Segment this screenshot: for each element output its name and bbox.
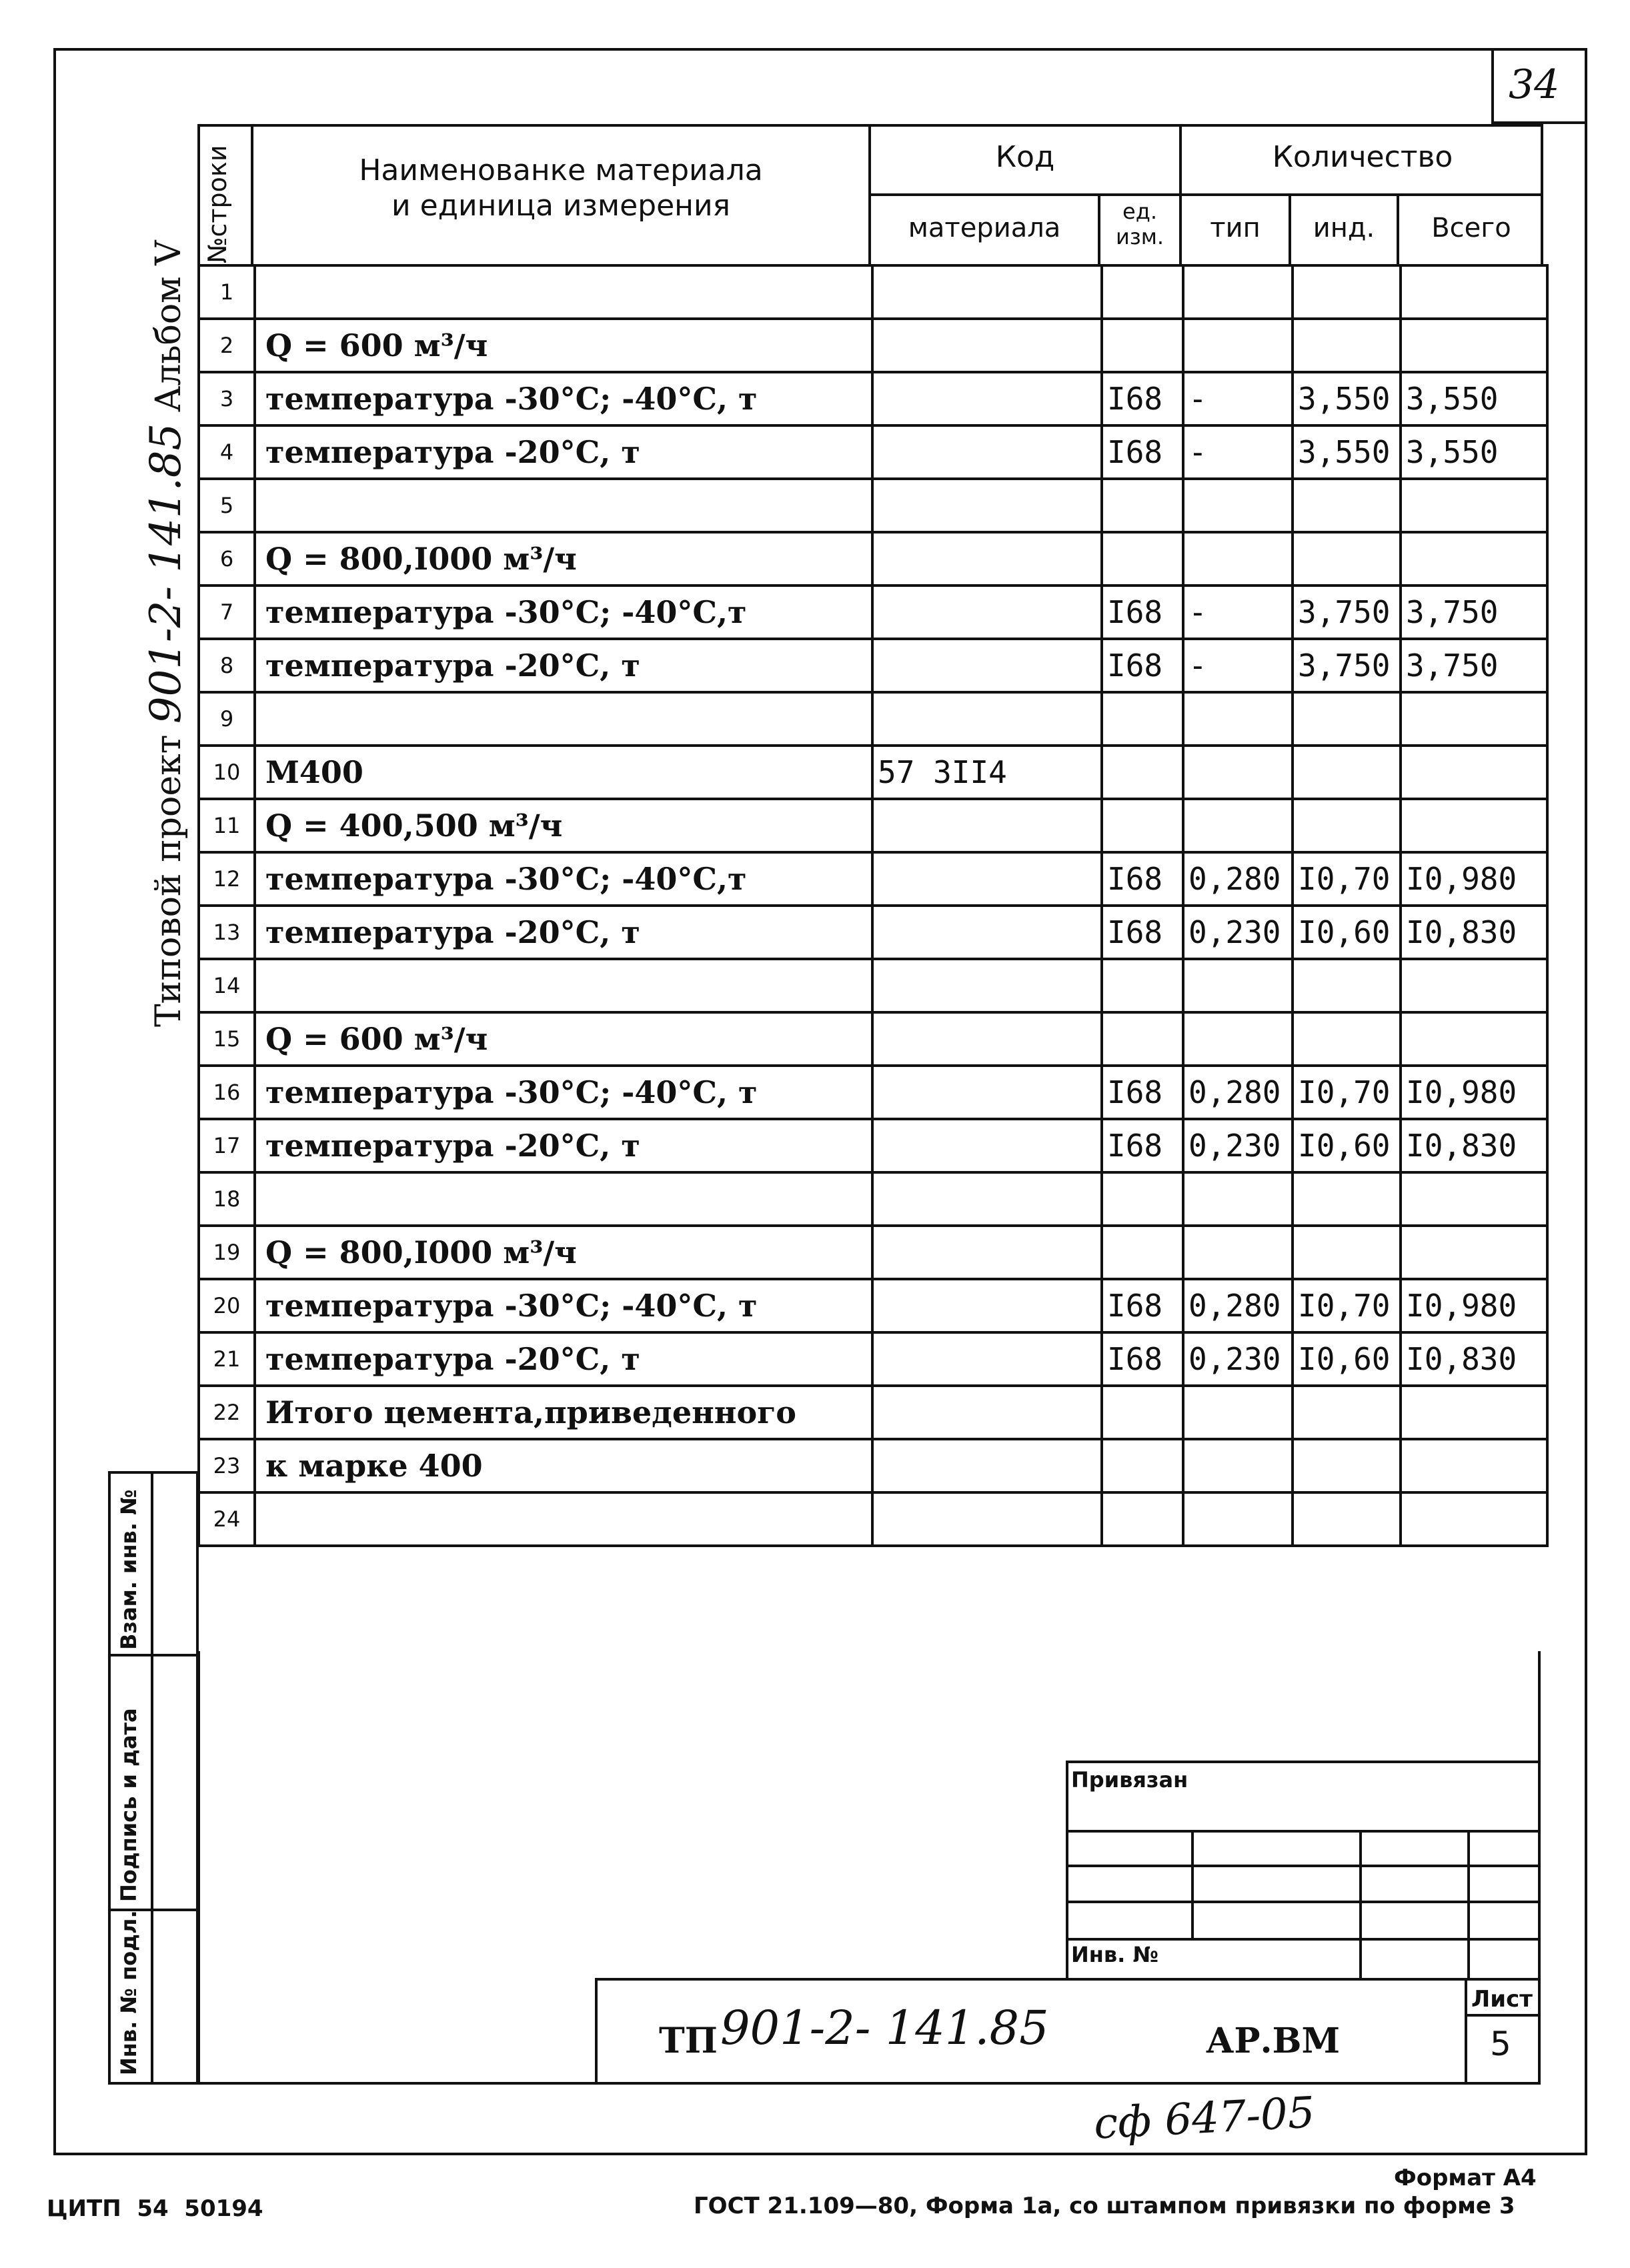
- row-name: температура -30°С; -40°С, т: [255, 372, 872, 425]
- row-qty-ind: [1293, 746, 1401, 799]
- row-qty-ind: I0,60: [1293, 1332, 1401, 1386]
- row-qty-type: 0,230: [1183, 906, 1293, 959]
- row-name: температура -30°С; -40°С,т: [255, 852, 872, 906]
- row-qty-type: [1183, 319, 1293, 372]
- row-material-code: [872, 1119, 1102, 1172]
- row-qty-ind: 3,550: [1293, 425, 1401, 479]
- row-number: 12: [199, 852, 255, 906]
- header-q-ind: инд.: [1313, 213, 1375, 243]
- row-qty-total: 3,750: [1401, 586, 1547, 639]
- row-name: Q = 400,500 м³/ч: [255, 799, 872, 852]
- row-qty-type: [1183, 799, 1293, 852]
- row-unit-code: [1102, 265, 1183, 319]
- row-unit-code: [1102, 746, 1183, 799]
- table-row: [199, 1226, 1547, 1279]
- row-number: 2: [199, 319, 255, 372]
- row-material-code: [872, 1332, 1102, 1386]
- row-name: [255, 1172, 872, 1226]
- row-unit-code: [1102, 1492, 1183, 1546]
- row-unit-code: I68: [1102, 852, 1183, 906]
- row-qty-ind: [1293, 692, 1401, 746]
- row-qty-total: [1401, 692, 1547, 746]
- table-row: [199, 532, 1547, 586]
- row-name: [255, 692, 872, 746]
- row-number: 8: [199, 639, 255, 692]
- row-number: 9: [199, 692, 255, 746]
- row-number: 20: [199, 1279, 255, 1332]
- row-qty-ind: [1293, 1226, 1401, 1279]
- row-number: 18: [199, 1172, 255, 1226]
- title-tp-prefix: ТП: [659, 2021, 718, 2061]
- row-unit-code: [1102, 479, 1183, 532]
- row-number: 23: [199, 1439, 255, 1492]
- row-qty-type: [1183, 1012, 1293, 1066]
- row-unit-code: [1102, 1172, 1183, 1226]
- row-qty-total: [1401, 746, 1547, 799]
- row-qty-ind: 3,750: [1293, 586, 1401, 639]
- stamp-inv-podl: Инв. № подл.: [116, 1910, 141, 2075]
- row-qty-total: 3,550: [1401, 372, 1547, 425]
- row-material-code: [872, 532, 1102, 586]
- header-code-unit: ед. изм.: [1115, 199, 1164, 250]
- row-number: 17: [199, 1119, 255, 1172]
- header-row-no: №строки: [203, 145, 232, 263]
- row-qty-ind: I0,70: [1293, 1066, 1401, 1119]
- table-row: [199, 692, 1547, 746]
- row-unit-code: [1102, 319, 1183, 372]
- table-row: [199, 746, 1547, 799]
- title-sheet-no: 5: [1490, 2025, 1511, 2063]
- row-material-code: [872, 906, 1102, 959]
- row-qty-total: [1401, 799, 1547, 852]
- stamp-vzam: Взам. инв. №: [116, 1489, 141, 1650]
- header-code-material: материала: [908, 213, 1061, 243]
- row-material-code: [872, 852, 1102, 906]
- row-qty-total: [1401, 1172, 1547, 1226]
- row-qty-ind: [1293, 265, 1401, 319]
- row-unit-code: [1102, 1439, 1183, 1492]
- row-number: 6: [199, 532, 255, 586]
- row-qty-type: 0,280: [1183, 1066, 1293, 1119]
- row-material-code: [872, 319, 1102, 372]
- row-unit-code: I68: [1102, 425, 1183, 479]
- row-qty-type: -: [1183, 425, 1293, 479]
- row-name: Q = 800,I000 м³/ч: [255, 532, 872, 586]
- footer-right: ГОСТ 21.109—80, Форма 1а, со штампом привязки по форме 3: [694, 2193, 1515, 2219]
- row-unit-code: I68: [1102, 372, 1183, 425]
- table-row: [199, 1066, 1547, 1119]
- row-number: 11: [199, 799, 255, 852]
- table-row: [199, 639, 1547, 692]
- row-number: 24: [199, 1492, 255, 1546]
- row-qty-type: 0,280: [1183, 852, 1293, 906]
- row-qty-type: [1183, 265, 1293, 319]
- header-code: Код: [995, 140, 1055, 174]
- row-material-code: [872, 959, 1102, 1012]
- row-qty-type: [1183, 479, 1293, 532]
- row-qty-type: [1183, 532, 1293, 586]
- row-material-code: [872, 586, 1102, 639]
- materials-table: [197, 264, 1549, 1547]
- row-qty-type: [1183, 1492, 1293, 1546]
- row-qty-total: [1401, 532, 1547, 586]
- row-qty-ind: I0,70: [1293, 852, 1401, 906]
- row-name: М400: [255, 746, 872, 799]
- row-material-code: [872, 799, 1102, 852]
- row-qty-total: I0,830: [1401, 1119, 1547, 1172]
- table-row: [199, 319, 1547, 372]
- row-number: 4: [199, 425, 255, 479]
- row-number: 22: [199, 1386, 255, 1439]
- title-doc-mark: АР.ВМ: [1206, 2021, 1341, 2061]
- stamp-podpis: Подпись и дата: [116, 1708, 141, 1902]
- row-number: 3: [199, 372, 255, 425]
- row-material-code: [872, 372, 1102, 425]
- row-qty-ind: I0,70: [1293, 1279, 1401, 1332]
- table-row: [199, 479, 1547, 532]
- row-name: температура -20°С, т: [255, 1119, 872, 1172]
- side-caption-prefix: Типовой проект: [149, 734, 189, 1027]
- row-name: температура -20°С, т: [255, 1332, 872, 1386]
- row-qty-total: [1401, 479, 1547, 532]
- row-unit-code: I68: [1102, 586, 1183, 639]
- row-qty-total: [1401, 1439, 1547, 1492]
- table-row: [199, 852, 1547, 906]
- table-row: [199, 372, 1547, 425]
- row-qty-ind: [1293, 532, 1401, 586]
- row-name: Q = 600 м³/ч: [255, 1012, 872, 1066]
- header-q-total: Всего: [1431, 213, 1511, 243]
- row-qty-ind: [1293, 1386, 1401, 1439]
- row-qty-type: 0,280: [1183, 1279, 1293, 1332]
- row-qty-total: [1401, 1492, 1547, 1546]
- row-qty-type: [1183, 746, 1293, 799]
- header-quantity: Количество: [1272, 140, 1453, 174]
- row-qty-ind: 3,550: [1293, 372, 1401, 425]
- row-qty-total: I0,830: [1401, 906, 1547, 959]
- row-qty-type: -: [1183, 586, 1293, 639]
- row-number: 13: [199, 906, 255, 959]
- row-qty-type: [1183, 959, 1293, 1012]
- row-number: 1: [199, 265, 255, 319]
- row-name: температура -30°С; -40°С, т: [255, 1066, 872, 1119]
- row-material-code: [872, 265, 1102, 319]
- row-material-code: [872, 479, 1102, 532]
- row-name: к марке 400: [255, 1439, 872, 1492]
- table-row: [199, 1439, 1547, 1492]
- row-qty-total: 3,550: [1401, 425, 1547, 479]
- row-number: 5: [199, 479, 255, 532]
- row-qty-ind: [1293, 1172, 1401, 1226]
- row-unit-code: I68: [1102, 1119, 1183, 1172]
- row-material-code: [872, 1279, 1102, 1332]
- row-name: Итого цемента,приведенного: [255, 1386, 872, 1439]
- binding-inv-no: Инв. №: [1071, 1942, 1158, 1967]
- row-qty-total: [1401, 265, 1547, 319]
- row-qty-total: I0,980: [1401, 1066, 1547, 1119]
- row-unit-code: I68: [1102, 639, 1183, 692]
- table-row: [199, 1386, 1547, 1439]
- row-qty-ind: 3,750: [1293, 639, 1401, 692]
- row-material-code: [872, 1066, 1102, 1119]
- row-number: 14: [199, 959, 255, 1012]
- row-qty-total: [1401, 319, 1547, 372]
- row-qty-ind: [1293, 479, 1401, 532]
- side-caption-suffix: Альбом V: [149, 240, 189, 413]
- row-name: температура -20°С, т: [255, 639, 872, 692]
- table-row: [199, 1119, 1547, 1172]
- row-number: 21: [199, 1332, 255, 1386]
- row-qty-ind: [1293, 799, 1401, 852]
- table-row: [199, 799, 1547, 852]
- row-qty-type: [1183, 1439, 1293, 1492]
- row-name: [255, 1492, 872, 1546]
- row-name: Q = 800,I000 м³/ч: [255, 1226, 872, 1279]
- row-qty-type: [1183, 1226, 1293, 1279]
- header-name: Наименованке материала и единица измерения: [359, 153, 763, 223]
- row-qty-ind: I0,60: [1293, 906, 1401, 959]
- title-tp-code: 901-2- 141.85: [720, 2001, 1049, 2055]
- row-material-code: [872, 1226, 1102, 1279]
- header-q-type: тип: [1210, 213, 1261, 243]
- row-unit-code: [1102, 1386, 1183, 1439]
- row-qty-ind: [1293, 1012, 1401, 1066]
- row-name: температура -30°С; -40°С, т: [255, 1279, 872, 1332]
- row-material-code: [872, 692, 1102, 746]
- row-qty-total: [1401, 1226, 1547, 1279]
- table-row: [199, 1172, 1547, 1226]
- row-qty-total: [1401, 959, 1547, 1012]
- row-unit-code: [1102, 799, 1183, 852]
- row-name: температура -20°С, т: [255, 906, 872, 959]
- row-qty-total: [1401, 1012, 1547, 1066]
- row-qty-total: I0,980: [1401, 852, 1547, 906]
- row-number: 10: [199, 746, 255, 799]
- row-name: [255, 959, 872, 1012]
- side-caption-code: 901-2- 141.85: [141, 423, 191, 724]
- row-number: 16: [199, 1066, 255, 1119]
- row-unit-code: [1102, 1012, 1183, 1066]
- row-qty-ind: [1293, 1492, 1401, 1546]
- table-row: [199, 906, 1547, 959]
- side-caption: [141, 240, 191, 1027]
- row-qty-type: -: [1183, 372, 1293, 425]
- row-number: 19: [199, 1226, 255, 1279]
- footer-format: Формат А4: [1394, 2165, 1537, 2191]
- row-material-code: [872, 639, 1102, 692]
- row-material-code: [872, 425, 1102, 479]
- table-row: [199, 586, 1547, 639]
- handwritten-note: сф 647-05: [1092, 2088, 1317, 2149]
- row-qty-type: [1183, 692, 1293, 746]
- row-qty-ind: [1293, 1439, 1401, 1492]
- row-material-code: [872, 1172, 1102, 1226]
- row-qty-type: [1183, 1172, 1293, 1226]
- row-unit-code: I68: [1102, 1332, 1183, 1386]
- table-row: [199, 1492, 1547, 1546]
- row-name: температура -20°С, т: [255, 425, 872, 479]
- row-qty-ind: [1293, 959, 1401, 1012]
- table-row: [199, 1279, 1547, 1332]
- row-unit-code: I68: [1102, 906, 1183, 959]
- row-qty-type: 0,230: [1183, 1119, 1293, 1172]
- row-qty-type: -: [1183, 639, 1293, 692]
- row-qty-total: 3,750: [1401, 639, 1547, 692]
- binding-privyazan: Привязан: [1071, 1767, 1188, 1793]
- row-unit-code: I68: [1102, 1066, 1183, 1119]
- row-qty-total: I0,830: [1401, 1332, 1547, 1386]
- row-number: 15: [199, 1012, 255, 1066]
- row-name: [255, 479, 872, 532]
- row-material-code: 57 3II4: [872, 746, 1102, 799]
- row-name: Q = 600 м³/ч: [255, 319, 872, 372]
- row-unit-code: [1102, 1226, 1183, 1279]
- row-qty-type: [1183, 1386, 1293, 1439]
- row-material-code: [872, 1439, 1102, 1492]
- row-qty-ind: I0,60: [1293, 1119, 1401, 1172]
- table-row: [199, 959, 1547, 1012]
- row-qty-total: [1401, 1386, 1547, 1439]
- table-row: [199, 265, 1547, 319]
- row-qty-type: 0,230: [1183, 1332, 1293, 1386]
- table-row: [199, 1012, 1547, 1066]
- row-material-code: [872, 1012, 1102, 1066]
- row-unit-code: I68: [1102, 1279, 1183, 1332]
- footer-left: ЦИТП 54 50194: [47, 2195, 263, 2222]
- row-qty-ind: [1293, 319, 1401, 372]
- table-row: [199, 1332, 1547, 1386]
- row-name: [255, 265, 872, 319]
- row-unit-code: [1102, 532, 1183, 586]
- sheet-mark: 34: [1509, 61, 1560, 108]
- row-unit-code: [1102, 959, 1183, 1012]
- row-unit-code: [1102, 692, 1183, 746]
- title-sheet-label: Лист: [1471, 1986, 1533, 2013]
- row-number: 7: [199, 586, 255, 639]
- row-qty-total: I0,980: [1401, 1279, 1547, 1332]
- row-material-code: [872, 1492, 1102, 1546]
- table-row: [199, 425, 1547, 479]
- row-material-code: [872, 1386, 1102, 1439]
- row-name: температура -30°С; -40°С,т: [255, 586, 872, 639]
